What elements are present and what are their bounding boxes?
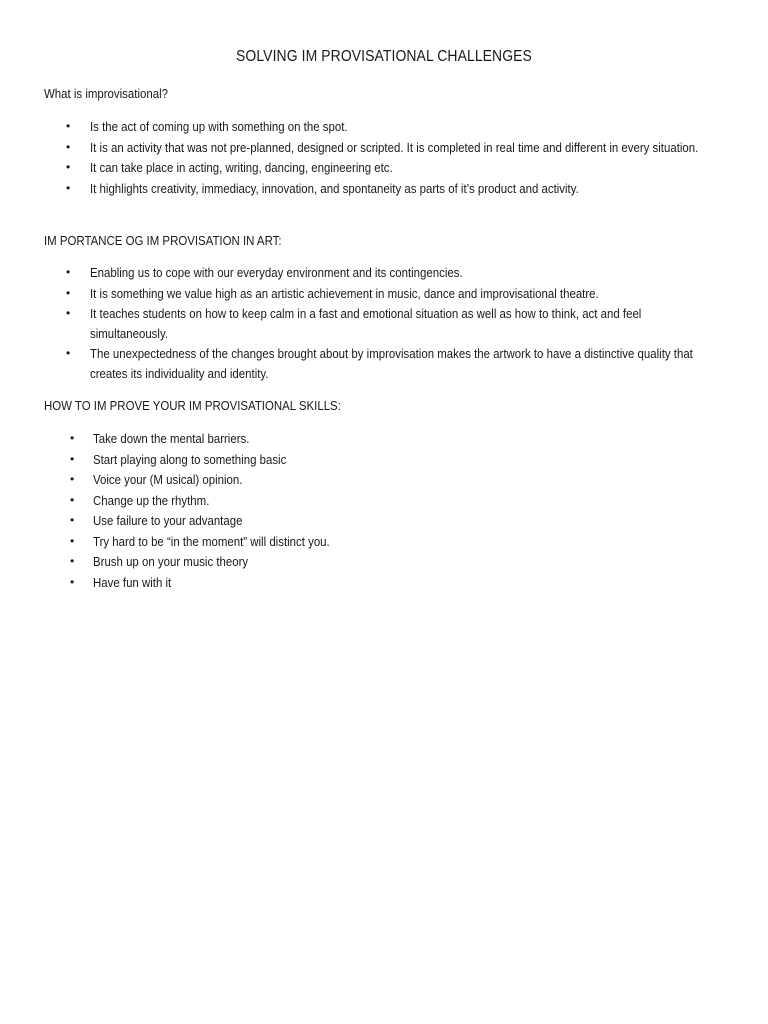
bullet-icon: • (70, 472, 75, 486)
bullet-icon: • (66, 139, 71, 154)
bullet-icon: • (66, 265, 71, 279)
list-item: • It is something we value high as an artistic achievement in music, dance and improvisational theatre. (66, 284, 722, 304)
bullet-icon: • (66, 119, 71, 133)
list-item: • The unexpectedness of the changes brought about by improvisation makes the artwork to have a distinctive quality that creates its individuality and identity. (66, 346, 693, 381)
list-item: • Try hard to be “in the moment” will distinct you. (70, 532, 722, 552)
list-item: • It can take place in acting, writing, dancing, engineering etc. (66, 158, 722, 178)
list-item: • It highlights creativity, immediacy, innovation, and spontaneity as parts of it’s product and activity. (66, 179, 722, 199)
document-title: SOLVING IM PROVISATIONAL CHALLENGES (236, 48, 532, 65)
bullet-icon: • (70, 451, 75, 466)
list-item: • Have fun with it (70, 573, 722, 593)
list-item: • Start playing along to something basic (70, 450, 722, 470)
bullet-icon: • (70, 574, 75, 589)
bullet-list-skills (70, 429, 722, 593)
bullet-list-definition (66, 117, 722, 199)
bullet-icon: • (66, 160, 71, 174)
list-item: • Change up the rhythm. (70, 491, 722, 511)
section-heading-importance: IM PORTANCE OG IM PROVISATION IN ART: (44, 233, 282, 248)
section-heading-what-is-improvisational: What is improvisational? (44, 86, 168, 101)
list-item: • Brush up on your music theory (70, 552, 722, 572)
bullet-icon: • (70, 533, 75, 548)
bullet-icon: • (66, 285, 71, 300)
list-item: • It teaches students on how to keep calm in a fast and emotional situation as well as how to think, act and feel simultaneously. (66, 306, 642, 341)
bullet-icon: • (66, 346, 71, 360)
bullet-icon: • (66, 180, 71, 195)
bullet-icon: • (70, 513, 75, 527)
list-item: • Enabling us to cope with our everyday environment and its contingencies. (66, 263, 722, 283)
bullet-icon: • (70, 431, 75, 445)
list-item: • Voice your (M usical) opinion. (70, 470, 722, 490)
list-item: • Is the act of coming up with something on the spot. (66, 117, 722, 137)
list-item: • Use failure to your advantage (70, 511, 722, 531)
bullet-list-importance (66, 263, 722, 384)
bullet-icon: • (70, 492, 75, 507)
bullet-icon: • (70, 554, 75, 568)
bullet-icon: • (66, 306, 71, 320)
list-item: • Take down the mental barriers. (70, 429, 722, 449)
list-item: • It is an activity that was not pre-planned, designed or scripted. It is completed in real time and different in every situation. (66, 138, 722, 158)
section-heading-how-to-improve: HOW TO IM PROVE YOUR IM PROVISATIONAL SKILLS: (44, 398, 341, 413)
